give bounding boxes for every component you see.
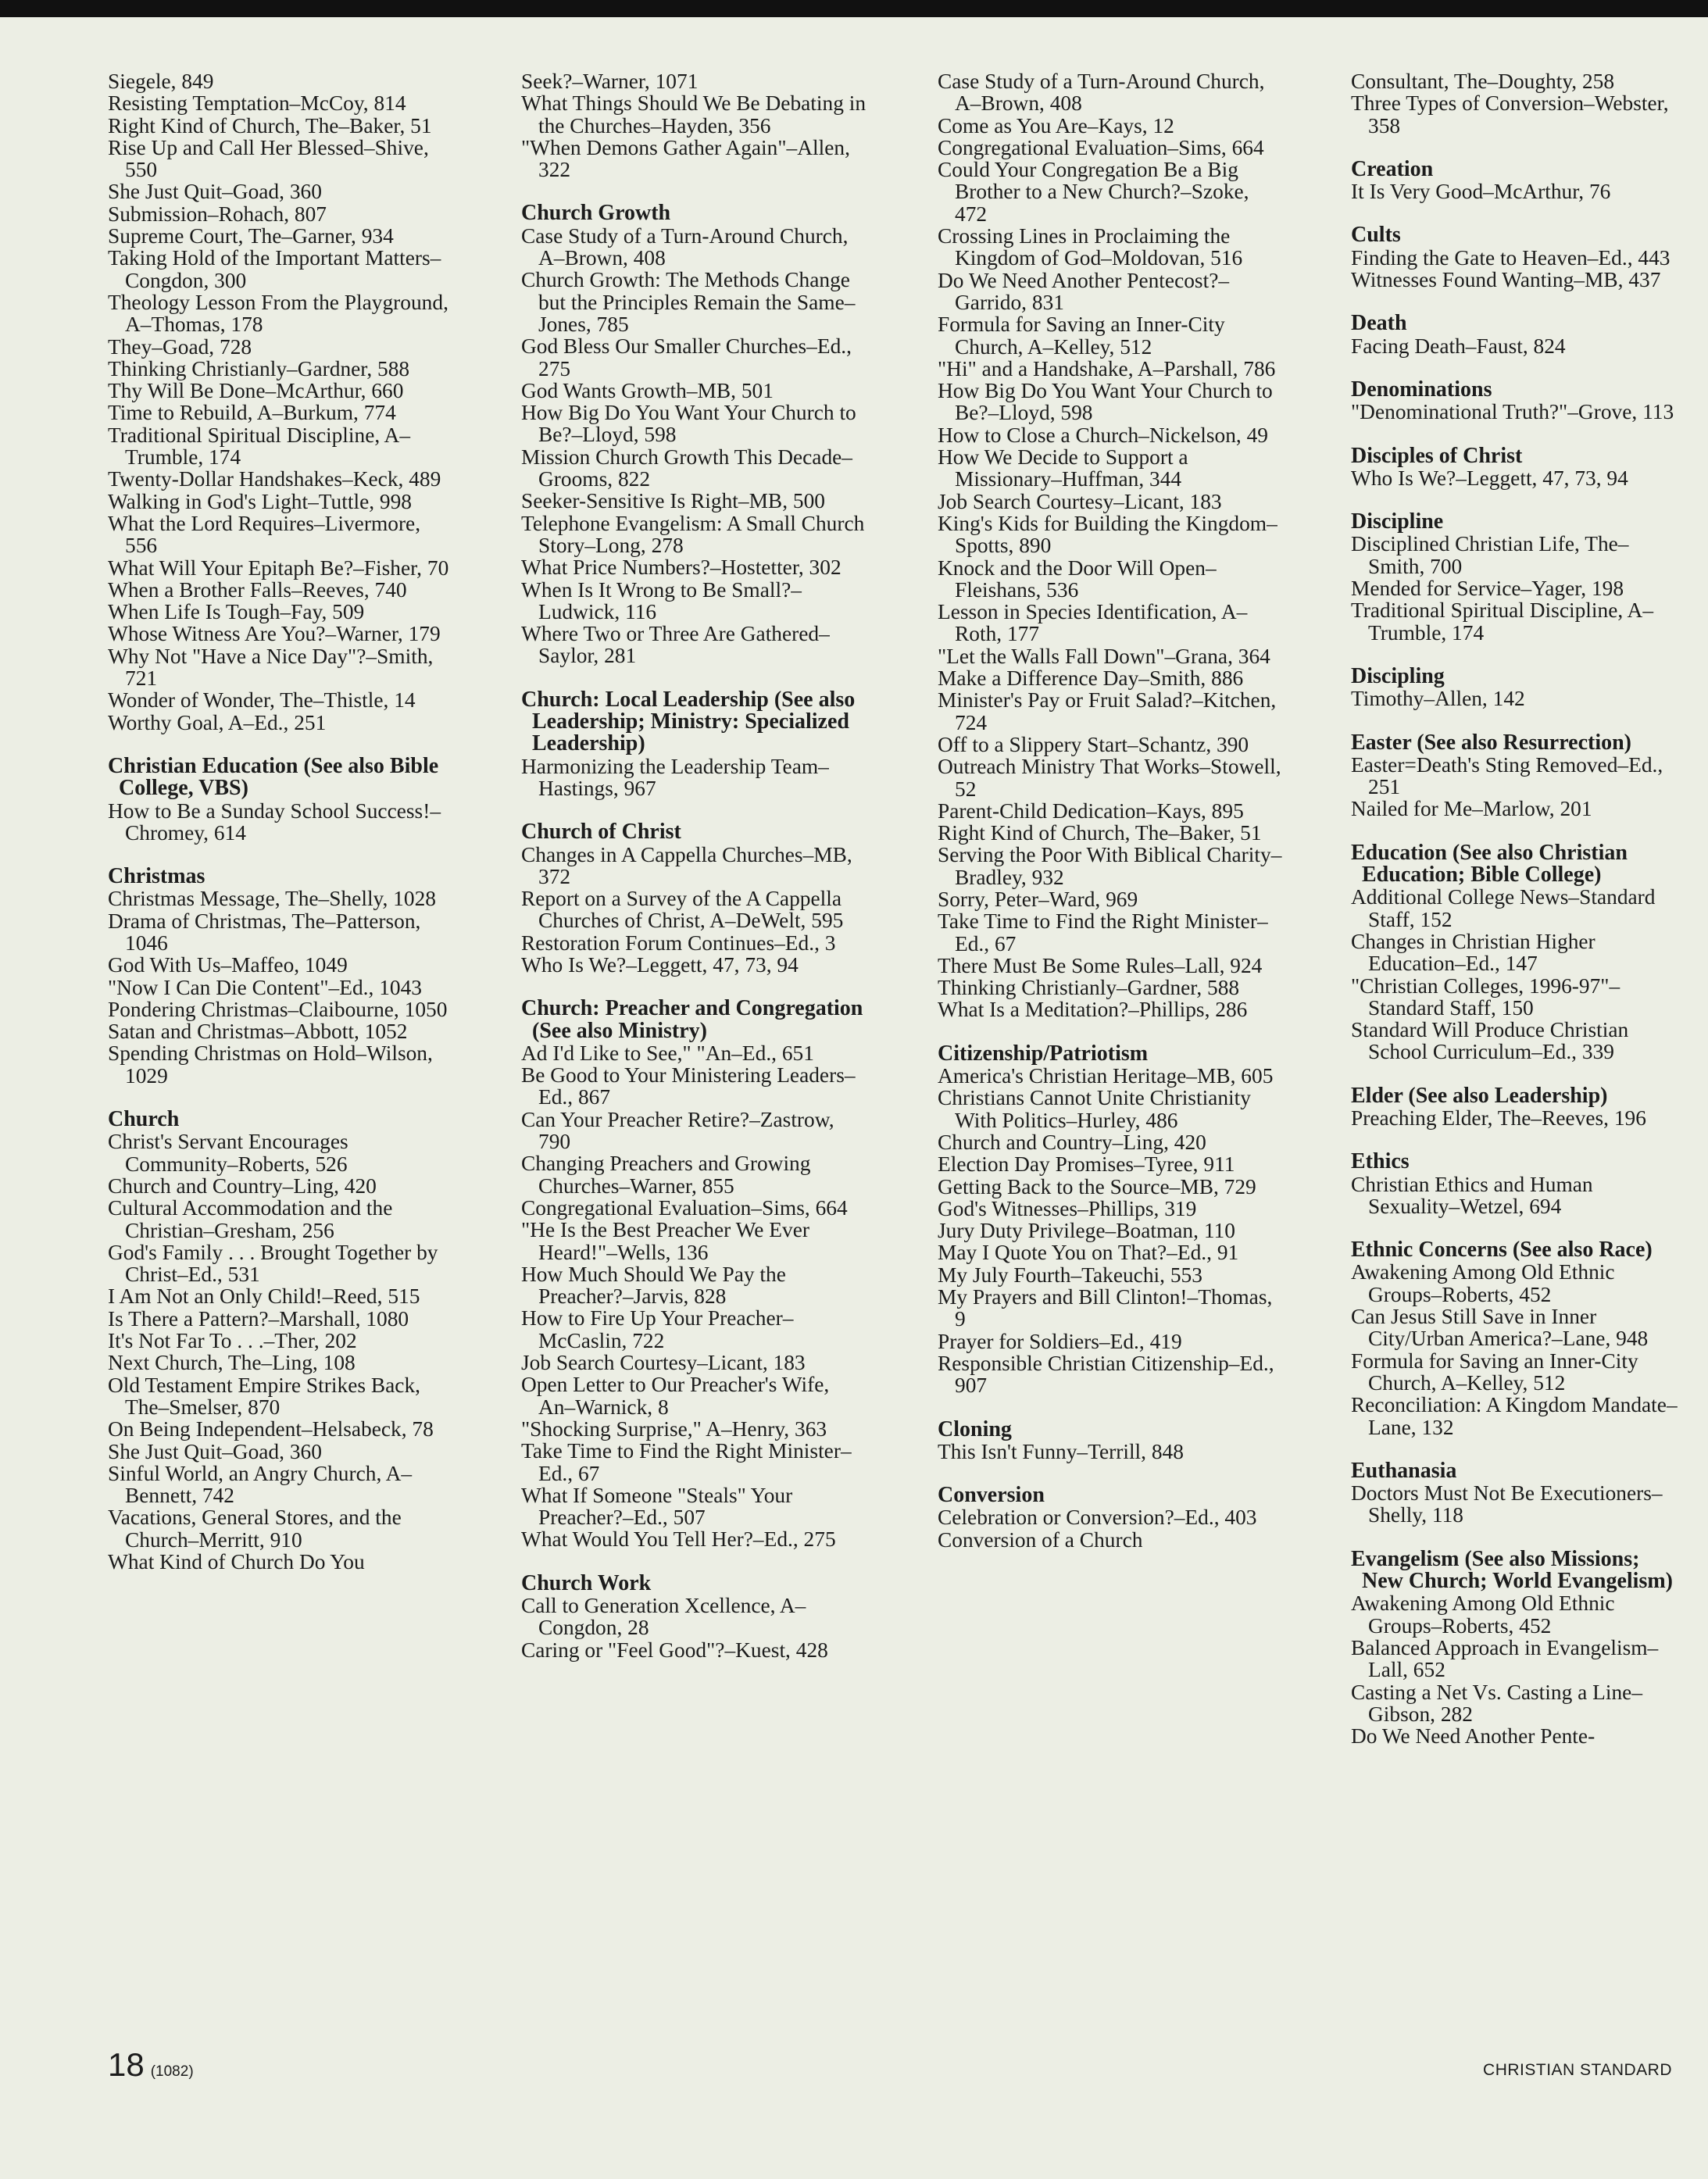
index-entry: Vacations, General Stores, and the Church–Merritt, 910 (108, 1506, 402, 1552)
section-heading: Ethics (1351, 1149, 1410, 1174)
index-entry: Serving the Poor With Biblical Charity–Bradley, 932 (938, 843, 1282, 889)
index-entry: Sorry, Peter–Ward, 969 (938, 887, 1138, 911)
index-entry: Awakening Among Old Ethnic Groups–Roberts, 452 (1351, 1591, 1615, 1638)
index-entry: Thy Will Be Done–McArthur, 660 (108, 379, 404, 403)
index-section (521, 70, 869, 180)
index-entry: It Is Very Good–McArthur, 76 (1351, 180, 1611, 204)
section-heading: Church (108, 1107, 180, 1132)
index-entry: Why Not "Have a Nice Day"?–Smith, 721 (108, 644, 434, 691)
index-entry: Case Study of a Turn-Around Church, A–Brown, 408 (521, 223, 849, 270)
index-entry: Rise Up and Call Her Blessed–Shive, 550 (108, 135, 429, 182)
index-entry: "Let the Walls Fall Down"–Grana, 364 (938, 644, 1270, 668)
index-column-2 (521, 70, 869, 1661)
index-entry: Thinking Christianly–Gardner, 588 (108, 356, 410, 380)
index-entry: Nailed for Me–Marlow, 201 (1351, 797, 1592, 821)
section-heading: Church Work (521, 1570, 652, 1595)
index-entry: Where Two or Three Are Gathered–Saylor, 281 (521, 622, 830, 668)
index-entry: Casting a Net Vs. Casting a Line–Gibson, 282 (1351, 1680, 1643, 1726)
index-entry: Church Growth: The Methods Change but the Principles Remain the Same–Jones, 785 (521, 268, 856, 336)
index-entry: "He Is the Best Preacher We Ever Heard!"–Wells, 136 (521, 1218, 809, 1264)
section-heading: Church of Christ (521, 820, 681, 845)
section-heading: Ethnic Concerns (See also Race) (1351, 1238, 1653, 1263)
index-section (1351, 445, 1683, 490)
index-entry: "Hi" and a Handshake, A–Parshall, 786 (938, 356, 1276, 380)
index-entry: Congregational Evaluation–Sims, 664 (521, 1195, 848, 1220)
index-entry: Next Church, The–Ling, 108 (108, 1351, 356, 1375)
index-entry: Ad I'd Like to See," "An–Ed., 651 (521, 1041, 814, 1065)
index-entry: "Now I Can Die Content"–Ed., 1043 (108, 975, 422, 999)
index-entry: Be Good to Your Ministering Leaders–Ed., 867 (521, 1063, 856, 1109)
index-entry: How Big Do You Want Your Church to Be?–Lloyd, 598 (521, 401, 856, 447)
index-entry: Parent-Child Dedication–Kays, 895 (938, 798, 1244, 823)
index-column-3 (938, 70, 1285, 1551)
section-heading: Christian Education (See also Bible College, VBS) (108, 753, 439, 801)
section-heading: Church Growth (521, 201, 671, 226)
index-entry: Facing Death–Faust, 824 (1351, 334, 1566, 358)
index-section (1351, 156, 1683, 204)
index-entry: Preaching Elder, The–Reeves, 196 (1351, 1106, 1646, 1130)
index-entry: Case Study of a Turn-Around Church, A–Brown, 408 (938, 70, 1265, 116)
index-entry: Take Time to Find the Right Minister–Ed., 67 (521, 1439, 852, 1485)
index-entry: Resisting Temptation–McCoy, 814 (108, 91, 406, 116)
index-entry: Doctors Must Not Be Executioners–Shelly, 118 (1351, 1481, 1663, 1527)
index-column-4 (1351, 70, 1683, 1747)
index-entry: Church and Country–Ling, 420 (108, 1173, 377, 1198)
index-entry: Changing Preachers and Growing Churches–Warner, 855 (521, 1152, 811, 1198)
index-section (1351, 379, 1683, 423)
index-entry: God Wants Growth–MB, 501 (521, 378, 774, 402)
index-entry: Timothy–Allen, 142 (1351, 687, 1525, 711)
index-entry: Report on a Survey of the A Cappella Churches of Christ, A–DeWelt, 595 (521, 887, 844, 933)
index-entry: She Just Quit–Goad, 360 (108, 180, 322, 204)
index-entry: It's Not Far To . . .–Ther, 202 (108, 1329, 357, 1353)
index-section (1351, 732, 1683, 820)
index-entry: Drama of Christmas, The–Patterson, 1046 (108, 909, 421, 955)
index-entry: Disciplined Christian Life, The–Smith, 700 (1351, 532, 1629, 578)
section-heading: Euthanasia (1351, 1458, 1457, 1483)
index-section (1351, 842, 1683, 1063)
issue-page-number: (1082) (150, 2063, 194, 2080)
index-entry: Can Your Preacher Retire?–Zastrow, 790 (521, 1107, 834, 1154)
index-entry: Is There a Pattern?–Marshall, 1080 (108, 1306, 409, 1331)
index-entry: Finding the Gate to Heaven–Ed., 443 (1351, 245, 1670, 270)
index-entry: What Kind of Church Do You (108, 1550, 365, 1574)
index-entry: Twenty-Dollar Handshakes–Keck, 489 (108, 467, 441, 491)
index-entry: Whose Witness Are You?–Warner, 179 (108, 622, 441, 646)
index-entry: Seeker-Sensitive Is Right–MB, 500 (521, 489, 825, 513)
index-entry: Changes in A Cappella Churches–MB, 372 (521, 842, 852, 888)
index-entry: Jury Duty Privilege–Boatman, 110 (938, 1219, 1235, 1243)
index-entry: Pondering Christmas–Claibourne, 1050 (108, 997, 448, 1021)
index-entry: Thinking Christianly–Gardner, 588 (938, 976, 1240, 1000)
index-entry: Witnesses Found Wanting–MB, 437 (1351, 268, 1661, 292)
index-entry: On Being Independent–Helsabeck, 78 (108, 1417, 434, 1441)
index-entry: Spending Christmas on Hold–Wilson, 1029 (108, 1041, 433, 1088)
index-entry: How to Be a Sunday School Success!–Chromey, 614 (108, 798, 441, 845)
index-entry: Standard Will Produce Christian School Curriculum–Ed., 339 (1351, 1018, 1629, 1064)
index-entry: Call to Generation Xcellence, A–Congdon, 28 (521, 1594, 806, 1640)
index-entry: How to Close a Church–Nickelson, 49 (938, 423, 1268, 447)
index-section (521, 1570, 869, 1662)
index-entry: What Would You Tell Her?–Ed., 275 (521, 1527, 836, 1552)
index-section (521, 202, 869, 666)
index-entry: Additional College News–Standard Staff, 152 (1351, 885, 1656, 931)
index-entry: Cultural Accommodation and the Christian–Gresham, 256 (108, 1196, 393, 1242)
index-section (938, 1484, 1285, 1551)
index-section (108, 866, 456, 1087)
index-entry: When Life Is Tough–Fay, 509 (108, 600, 365, 624)
index-section (108, 70, 456, 734)
page-number: 18 (108, 2046, 145, 2083)
index-entry: Christmas Message, The–Shelly, 1028 (108, 887, 436, 911)
section-heading: Conversion (938, 1483, 1045, 1508)
index-entry: Supreme Court, The–Garner, 934 (108, 224, 394, 248)
index-section (521, 998, 869, 1550)
index-entry: Consultant, The–Doughty, 258 (1351, 70, 1615, 93)
index-entry: Three Types of Conversion–Webster, 358 (1351, 91, 1669, 138)
index-entry: Open Letter to Our Preacher's Wife, An–Warnick, 8 (521, 1373, 830, 1419)
index-entry: Time to Rebuild, A–Burkum, 774 (108, 401, 396, 425)
section-heading: Cults (1351, 223, 1401, 248)
section-heading: Discipline (1351, 509, 1444, 534)
index-entry: What Things Should We Be Debating in the Churches–Hayden, 356 (521, 91, 867, 138)
index-entry: Theology Lesson From the Playground, A–Thomas, 178 (108, 290, 448, 337)
index-entry: Minister's Pay or Fruit Salad?–Kitchen, 724 (938, 688, 1277, 734)
index-entry: Job Search Courtesy–Licant, 183 (938, 489, 1222, 513)
index-entry: She Just Quit–Goad, 360 (108, 1439, 322, 1463)
index-entry: Christ's Servant Encourages Community–Roberts, 526 (108, 1130, 348, 1176)
index-section (938, 1416, 1285, 1463)
index-entry: Caring or "Feel Good"?–Kuest, 428 (521, 1638, 828, 1662)
section-heading: Disciples of Christ (1351, 443, 1523, 468)
index-entry: Walking in God's Light–Tuttle, 998 (108, 489, 413, 513)
section-heading: Church: Local Leadership (See also Leadership; Ministry: Specialized Leadership) (521, 687, 856, 756)
index-entry: God's Family . . . Brought Together by Christ–Ed., 531 (108, 1240, 438, 1287)
index-entry: "Shocking Surprise," A–Henry, 363 (521, 1416, 827, 1441)
index-entry: Come as You Are–Kays, 12 (938, 113, 1174, 138)
section-heading: Denominations (1351, 377, 1492, 402)
index-entry: "When Demons Gather Again"–Allen, 322 (521, 135, 850, 182)
section-heading: Discipling (1351, 663, 1445, 688)
index-entry: There Must Be Some Rules–Lall, 924 (938, 953, 1263, 977)
section-heading: Christmas (108, 864, 205, 889)
index-entry: Sinful World, an Angry Church, A–Bennett, 742 (108, 1461, 413, 1508)
index-entry: My Prayers and Bill Clinton!–Thomas, 9 (938, 1285, 1273, 1331)
index-entry: Who Is We?–Leggett, 47, 73, 94 (521, 952, 799, 977)
page-footer (108, 2046, 194, 2084)
index-entry: This Isn't Funny–Terrill, 848 (938, 1439, 1184, 1463)
index-entry: Responsible Christian Citizenship–Ed., 907 (938, 1351, 1274, 1398)
index-entry: Right Kind of Church, The–Baker, 51 (938, 821, 1262, 845)
index-section (1351, 511, 1683, 644)
index-section (1351, 70, 1683, 137)
section-heading: Citizenship/Patriotism (938, 1041, 1149, 1066)
index-entry: Do We Need Another Pente- (1351, 1724, 1595, 1749)
section-heading: Evangelism (See also Missions; New Church; World Evangelism) (1351, 1546, 1673, 1594)
index-entry: Take Time to Find the Right Minister–Ed., 67 (938, 909, 1268, 956)
index-entry: Old Testament Empire Strikes Back, The–Smelser, 870 (108, 1373, 420, 1419)
index-entry: Easter=Death's Sting Removed–Ed., 251 (1351, 752, 1663, 799)
index-entry: Do We Need Another Pentecost?–Garrido, 831 (938, 268, 1230, 314)
index-entry: Election Day Promises–Tyree, 911 (938, 1152, 1235, 1177)
index-entry: Reconciliation: A Kingdom Mandate–Lane, 132 (1351, 1393, 1678, 1439)
index-entry: Balanced Approach in Evangelism–Lall, 652 (1351, 1635, 1659, 1682)
scan-edge (0, 0, 1708, 17)
index-entry: America's Christian Heritage–MB, 605 (938, 1064, 1274, 1088)
index-entry: How Much Should We Pay the Preacher?–Jarvis, 828 (521, 1262, 786, 1309)
index-entry: Outreach Ministry That Works–Stowell, 52 (938, 755, 1281, 801)
index-entry: When a Brother Falls–Reeves, 740 (108, 577, 407, 602)
section-heading: Elder (See also Leadership) (1351, 1083, 1608, 1108)
index-section (1351, 1239, 1683, 1438)
index-entry: Wonder of Wonder, The–Thistle, 14 (108, 688, 416, 713)
index-section (108, 1109, 456, 1573)
index-entry: I Am Not an Only Child!–Reed, 515 (108, 1284, 420, 1309)
index-entry: How Big Do You Want Your Church to Be?–Lloyd, 598 (938, 379, 1273, 425)
index-entry: When Is It Wrong to Be Small?–Ludwick, 116 (521, 577, 802, 623)
index-section (938, 1043, 1285, 1397)
index-entry: Formula for Saving an Inner-City Church, A–Kelley, 512 (938, 313, 1225, 359)
index-entry: Mended for Service–Yager, 198 (1351, 577, 1624, 601)
index-entry: Getting Back to the Source–MB, 729 (938, 1174, 1256, 1198)
index-entry: Telephone Evangelism: A Small Church Story–Long, 278 (521, 511, 865, 557)
index-entry: Job Search Courtesy–Licant, 183 (521, 1351, 806, 1375)
index-section (1351, 224, 1683, 291)
index-entry: Who Is We?–Leggett, 47, 73, 94 (1351, 466, 1628, 490)
index-entry: How to Fire Up Your Preacher–McCaslin, 722 (521, 1306, 794, 1352)
index-entry: Siegele, 849 (108, 70, 214, 93)
index-entry: Off to a Slippery Start–Schantz, 390 (938, 732, 1249, 756)
index-entry: Make a Difference Day–Smith, 886 (938, 666, 1244, 691)
index-entry: Awakening Among Old Ethnic Groups–Roberts, 452 (1351, 1260, 1615, 1306)
index-entry: Formula for Saving an Inner-City Church, A–Kelley, 512 (1351, 1348, 1638, 1395)
index-entry: King's Kids for Building the Kingdom–Spotts, 890 (938, 511, 1277, 558)
index-section (1351, 1546, 1683, 1749)
index-section (1351, 313, 1683, 357)
section-heading: Death (1351, 311, 1407, 336)
index-entry: God's Witnesses–Phillips, 319 (938, 1196, 1197, 1220)
index-entry: My July Fourth–Takeuchi, 553 (938, 1263, 1202, 1287)
index-entry: Could Your Congregation Be a Big Brother to a New Church?–Szoke, 472 (938, 158, 1249, 226)
index-section (938, 70, 1285, 1021)
index-section (1351, 1151, 1683, 1217)
index-section (1351, 1460, 1683, 1527)
index-section (521, 821, 869, 976)
index-entry: Lesson in Species Identification, A–Roth, 177 (938, 600, 1248, 646)
index-entry: "Denominational Truth?"–Grove, 113 (1351, 400, 1674, 424)
index-entry: Church and Country–Ling, 420 (938, 1130, 1206, 1154)
index-entry: Right Kind of Church, The–Baker, 51 (108, 113, 432, 138)
index-entry: Worthy Goal, A–Ed., 251 (108, 710, 327, 734)
section-heading: Easter (See also Resurrection) (1351, 730, 1631, 755)
index-entry: Conversion of a Church (938, 1527, 1143, 1552)
index-entry: Christians Cannot Unite Christianity With Politics–Hurley, 486 (938, 1086, 1251, 1132)
index-entry: Traditional Spiritual Discipline, A–Trumble, 174 (108, 423, 411, 470)
index-section (1351, 663, 1683, 711)
section-heading: Church: Preacher and Congregation (See also Ministry) (521, 996, 863, 1043)
index-entry: Mission Church Growth This Decade–Grooms, 822 (521, 445, 852, 491)
index-entry: Prayer for Soldiers–Ed., 419 (938, 1329, 1182, 1353)
index-entry: How We Decide to Support a Missionary–Huffman, 344 (938, 445, 1188, 491)
index-entry: Traditional Spiritual Discipline, A–Trumble, 174 (1351, 598, 1654, 645)
index-entry: God Bless Our Smaller Churches–Ed., 275 (521, 334, 852, 380)
index-section (108, 753, 456, 845)
section-heading: Creation (1351, 156, 1434, 181)
index-entry: Knock and the Door Will Open–Fleishans, 536 (938, 555, 1217, 602)
index-entry: May I Quote You on That?–Ed., 91 (938, 1241, 1239, 1265)
index-entry: Restoration Forum Continues–Ed., 3 (521, 931, 836, 955)
section-heading: Cloning (938, 1416, 1012, 1441)
index-entry: Harmonizing the Leadership Team–Hastings, 967 (521, 754, 829, 800)
index-column-1 (108, 70, 456, 1573)
index-entry: "Christian Colleges, 1996-97"–Standard Staff, 150 (1351, 973, 1620, 1020)
index-entry: Crossing Lines in Proclaiming the Kingdom of God–Moldovan, 516 (938, 224, 1243, 270)
index-entry: Can Jesus Still Save in Inner City/Urban America?–Lane, 948 (1351, 1305, 1649, 1351)
index-entry: What the Lord Requires–Livermore, 556 (108, 511, 421, 558)
index-entry: Seek?–Warner, 1071 (521, 70, 699, 93)
index-entry: Congregational Evaluation–Sims, 664 (938, 135, 1264, 159)
index-entry: God With Us–Maffeo, 1049 (108, 953, 348, 977)
index-entry: Changes in Christian Higher Education–Ed., 147 (1351, 929, 1595, 976)
index-entry: They–Goad, 728 (108, 334, 252, 359)
index-entry: Christian Ethics and Human Sexuality–Wetzel, 694 (1351, 1172, 1593, 1218)
section-heading: Education (See also Christian Education; Bible College) (1351, 840, 1628, 888)
publication-name: CHRISTIAN STANDARD (1483, 2061, 1672, 2079)
index-entry: Celebration or Conversion?–Ed., 403 (938, 1506, 1257, 1530)
index-section (521, 689, 869, 799)
index-entry: What Will Your Epitaph Be?–Fisher, 70 (108, 555, 449, 580)
index-entry: What Price Numbers?–Hostetter, 302 (521, 555, 841, 580)
index-entry: Submission–Rohach, 807 (108, 202, 327, 226)
index-section (1351, 1085, 1683, 1130)
index-entry: What If Someone "Steals" Your Preacher?–Ed., 507 (521, 1483, 793, 1530)
index-entry: Taking Hold of the Important Matters–Congdon, 300 (108, 246, 441, 292)
index-entry: Satan and Christmas–Abbott, 1052 (108, 1020, 408, 1044)
index-entry: What Is a Meditation?–Phillips, 286 (938, 998, 1248, 1022)
